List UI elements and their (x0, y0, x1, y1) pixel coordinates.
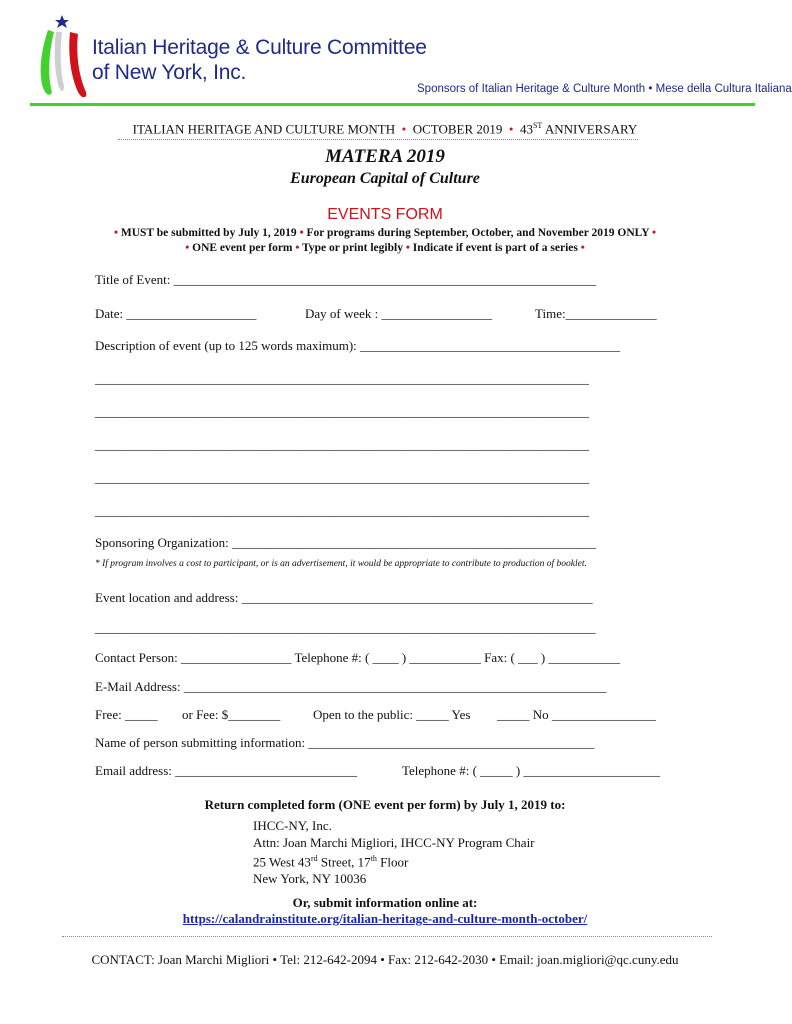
page-subtitle: European Capital of Culture (290, 170, 480, 187)
contact-person-field[interactable]: Contact Person: _________________ Telephone #: ( ____ ) ___________ Fax: ( ___ ) ___________ (95, 650, 620, 665)
mailing-address: IHCC-NY, Inc. Attn: Joan Marchi Migliori, IHCC-NY Program Chair 25 West 43rd Street, 17th Floor New York, NY 10036 (253, 818, 535, 886)
event-location-blank-line[interactable]: _____________________________________________________________________________ (95, 620, 596, 635)
time-field[interactable]: Time:______________ (535, 306, 657, 321)
instructions-line1: • MUST be submitted by July 1, 2019 • For programs during September, October, and November 2019 ONLY • (113, 227, 657, 239)
form-title: EVENTS FORM (327, 206, 443, 223)
description-blank-line[interactable]: ____________________________________________________________________________ (95, 371, 589, 386)
logo (30, 12, 100, 104)
org-name-line2: of New York, Inc. (92, 61, 247, 84)
header-divider (30, 103, 755, 106)
date-field[interactable]: Date: ____________________ (95, 306, 257, 321)
day-of-week-field[interactable]: Day of week : _________________ (305, 306, 493, 321)
footer-divider (62, 936, 712, 937)
description-blank-line[interactable]: ____________________________________________________________________________ (95, 470, 589, 485)
submitter-email-field[interactable]: Email address: ____________________________ (95, 763, 358, 778)
description-field[interactable]: Description of event (up to 125 words maximum): ________________________________________ (95, 338, 621, 353)
description-blank-line[interactable]: ____________________________________________________________________________ (95, 404, 589, 419)
subheader-divider (118, 139, 638, 140)
submitter-name-field[interactable]: Name of person submitting information: ____________________________________________ (95, 735, 595, 750)
return-instructions: Return completed form (ONE event per form) by July 1, 2019 to: (204, 797, 566, 812)
email-address-field[interactable]: E-Mail Address: _________________________________________________________________ (95, 679, 607, 694)
sponsor-tagline: Sponsors of Italian Heritage & Culture Month • Mese della Cultura Italiana (417, 83, 792, 95)
online-submission-link-row (0, 911, 770, 927)
sponsoring-org-field[interactable]: Sponsoring Organization: ________________________________________________________ (95, 535, 596, 550)
title-of-event-field[interactable]: Title of Event: _________________________________________________________________ (95, 272, 597, 287)
cost-note: * If program involves a cost to participant, or is an advertisement, it would be appropriate to contribute to production of booklet. (95, 559, 587, 569)
free-field[interactable]: Free: _____ (95, 707, 158, 722)
online-submission-label: Or, submit information online at: (292, 895, 478, 910)
description-blank-line[interactable]: ____________________________________________________________________________ (95, 437, 589, 452)
online-submission-link[interactable]: https://calandrainstitute.org/italian-heritage-and-culture-month-october/ (182, 911, 588, 926)
event-location-field[interactable]: Event location and address: ______________________________________________________ (95, 590, 593, 605)
instructions-line2: • ONE event per form • Type or print legibly • Indicate if event is part of a series • (185, 242, 585, 254)
open-to-public-yes-field[interactable]: Open to the public: _____ Yes (313, 707, 471, 722)
page-title: MATERA 2019 (325, 146, 445, 167)
contact-footer: CONTACT: Joan Marchi Migliori • Tel: 212-642-2094 • Fax: 212-642-2030 • Email: joan.migliori@qc.cuny.edu (91, 952, 679, 967)
description-blank-line[interactable]: ____________________________________________________________________________ (95, 503, 589, 518)
logo-mark-icon (30, 12, 100, 104)
org-name-line1: Italian Heritage & Culture Committee (92, 36, 427, 59)
subheader: ITALIAN HERITAGE AND CULTURE MONTH • OCTOBER 2019 • 43ST ANNIVERSARY (132, 121, 638, 137)
open-to-public-no-field[interactable]: _____ No ________________ (497, 707, 656, 722)
fee-field[interactable]: or Fee: $________ (182, 707, 281, 722)
submitter-telephone-field[interactable]: Telephone #: ( _____ ) _____________________ (402, 763, 660, 778)
